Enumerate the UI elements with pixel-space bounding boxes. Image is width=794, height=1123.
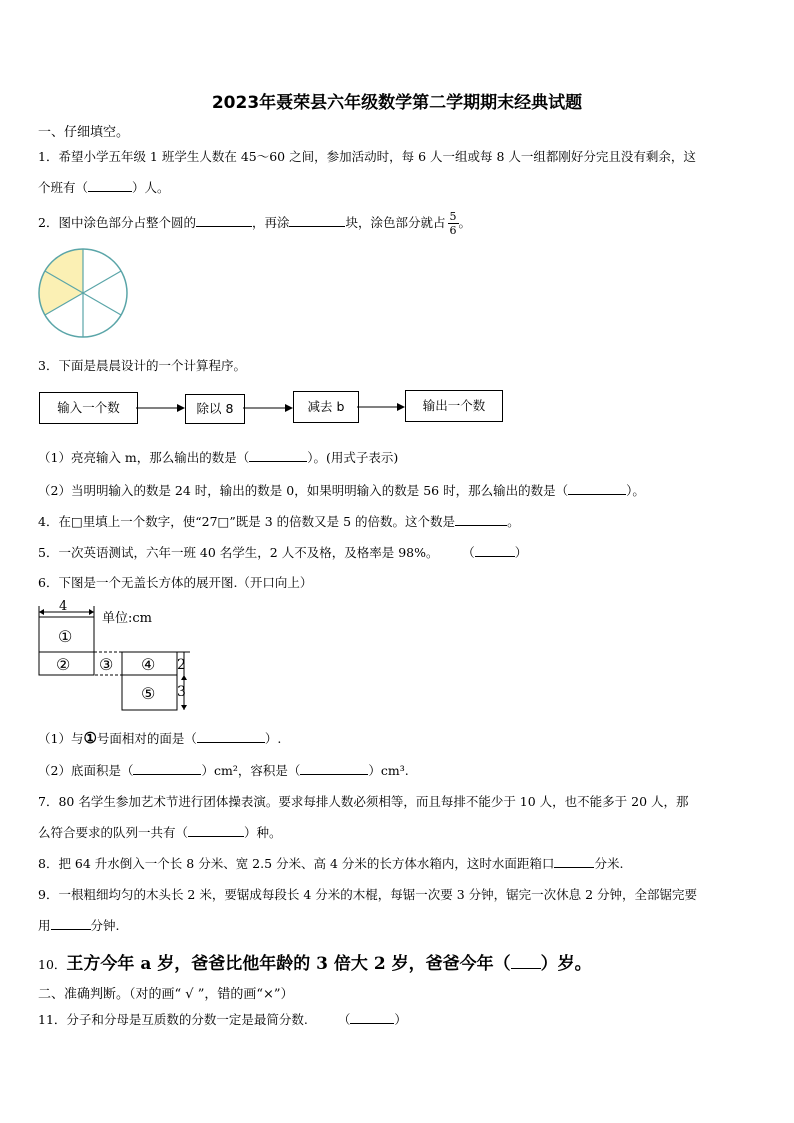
arrow-down-icon	[181, 705, 187, 710]
question-2-text-d: 。	[458, 215, 472, 230]
face-label-5: ⑤	[141, 684, 156, 703]
question-2-text-b: ，再涂	[251, 215, 290, 230]
question-8	[38, 854, 623, 872]
fraction-numerator: 5	[449, 210, 457, 223]
page-title: 2023年聂荣县六年级数学第二学期期末经典试题	[211, 93, 583, 113]
question-7-text-a: 么符合要求的队列一共有（	[38, 825, 189, 840]
unit-label: 单位:cm	[102, 611, 152, 626]
box-net-figure	[34, 600, 204, 715]
section-heading-judge: 二、准确判断。（对的画“ √ ”，错的画“×”）	[38, 987, 294, 1002]
answer-blank[interactable]	[300, 762, 368, 775]
question-6-sub-1-text-c: ）.	[264, 731, 282, 746]
question-7-line-1: 7．80 名学生参加艺术节进行团体操表演。要求每排人数必须相等，而且每排不能少于 10 人，也不能多于 20 人，那	[38, 794, 689, 809]
face-label-3: ③	[99, 655, 114, 674]
question-5-text: 5．一次英语测试，六年一班 40 名学生，2 人不及格，及格率是 98%。	[38, 545, 439, 560]
answer-blank[interactable]	[188, 824, 244, 837]
judge-bracket-open: （	[337, 1012, 351, 1027]
answer-blank[interactable]	[249, 449, 307, 462]
question-1-line-1: 1．希望小学五年级 1 班学生人数在 45～60 之间，参加活动时，每 6 人一组或每 8 人一组都刚好分完且没有剩余，这	[38, 149, 696, 164]
dimension-label-2: 2	[177, 657, 186, 673]
question-11-text: 11．分子和分母是互质数的分数一定是最简分数.	[38, 1012, 308, 1027]
section-heading-fill: 一、仔细填空。	[38, 125, 130, 140]
question-1-text-b: ）人。	[132, 180, 170, 195]
question-6-sub-2-text-c: ）cm³.	[368, 763, 409, 778]
answer-blank[interactable]	[554, 855, 594, 868]
question-7-text-b: ）种。	[244, 825, 282, 840]
flow-box-output: 输出一个数	[405, 390, 503, 422]
flow-box-divide: 除以 8	[185, 394, 245, 424]
flow-box-input: 输入一个数	[39, 392, 138, 424]
dimension-label-3: 3	[177, 684, 186, 700]
face-1-symbol: ①	[83, 729, 97, 747]
arrow-up-icon	[181, 675, 187, 680]
question-4-text-b: 。	[507, 514, 520, 529]
fraction-denominator: 6	[449, 224, 457, 237]
question-3-sub-2	[38, 481, 645, 499]
question-3-sub-1	[38, 448, 398, 466]
question-3-sub-2-text-b: ）。	[626, 483, 645, 498]
shaded-circle-figure	[35, 245, 131, 341]
question-3-sub-1-text-b: ）。(用式子表示)	[307, 450, 399, 465]
flow-arrows	[130, 396, 420, 420]
question-6: 6．下图是一个无盖长方体的展开图.（开口向上）	[38, 575, 313, 590]
arrow-left-icon	[39, 609, 44, 615]
question-6-sub-1-text-a: （1）与	[38, 731, 84, 746]
judge-bracket-close: ）	[394, 1012, 407, 1027]
question-8-text-a: 8．把 64 升水倒入一个长 8 分米、宽 2.5 分米、高 4 分米的长方体水箱内，这时水面距箱口	[38, 856, 555, 871]
answer-blank[interactable]	[133, 762, 201, 775]
question-6-sub-1-text-b: 号面相对的面是（	[96, 731, 197, 746]
question-10-text-a: 王方今年 a 岁，爸爸比他年龄的 3 倍大 2 岁，爸爸今年（	[66, 954, 511, 974]
answer-blank[interactable]	[88, 179, 132, 192]
question-3: 3．下面是晨晨设计的一个计算程序。	[38, 358, 246, 373]
question-1-line-2	[38, 178, 170, 196]
fraction-five-sixths	[448, 210, 459, 237]
arrow-right-icon	[89, 609, 94, 615]
face-label-1: ①	[58, 627, 73, 646]
question-3-sub-1-text-a: （1）亮亮输入 m，那么输出的数是（	[38, 450, 250, 465]
question-11	[38, 1010, 407, 1028]
question-9-text-a: 用	[38, 918, 51, 933]
face-label-2: ②	[56, 655, 71, 674]
question-10	[38, 949, 592, 974]
judge-bracket-open: （	[468, 545, 475, 560]
question-9-line-1: 9．一根粗细均匀的木头长 2 米，要锯成每段长 4 分米的木棍，每锯一次要 3 分钟，锯完一次休息 2 分钟，全部锯完要	[38, 887, 698, 902]
question-6-sub-2	[38, 761, 409, 779]
question-4-text-a: 4．在□里填上一个数字，使“27□”既是 3 的倍数又是 5 的倍数。这个数是	[38, 514, 456, 529]
question-4	[38, 512, 520, 530]
answer-blank[interactable]	[455, 513, 507, 526]
question-2	[38, 210, 471, 237]
answer-blank[interactable]	[196, 214, 252, 227]
question-9-line-2	[38, 916, 120, 934]
question-7-line-2	[38, 823, 282, 841]
answer-blank[interactable]	[511, 952, 541, 969]
question-8-text-b: 分米.	[594, 856, 624, 871]
question-6-sub-1	[38, 729, 281, 747]
judge-bracket-close: ）	[514, 545, 528, 560]
question-6-sub-2-text-b: ）cm²，容积是（	[201, 763, 301, 778]
answer-blank[interactable]	[350, 1011, 394, 1024]
answer-blank[interactable]	[51, 917, 91, 930]
question-10-text-b: ）岁。	[540, 954, 592, 974]
question-10-number: 10．	[38, 957, 67, 972]
answer-blank[interactable]	[475, 544, 515, 557]
question-2-text-a: 2．图中涂色部分占整个圆的	[38, 215, 196, 230]
question-6-sub-2-text-a: （2）底面积是（	[38, 763, 134, 778]
question-1-text-a: 个班有（	[38, 180, 89, 195]
flow-box-subtract: 减去 b	[293, 391, 359, 423]
answer-blank[interactable]	[289, 214, 345, 227]
face-label-4: ④	[141, 655, 156, 674]
answer-blank[interactable]	[197, 730, 265, 743]
question-9-text-b: 分钟.	[90, 918, 120, 933]
dimension-label-4: 4	[59, 600, 68, 614]
answer-blank[interactable]	[568, 482, 626, 495]
question-2-text-c: 块，涂色部分就占	[345, 215, 446, 230]
question-5	[38, 543, 527, 561]
question-3-sub-2-text-a: （2）当明明输入的数是 24 时，输出的数是 0，如果明明输入的数是 56 时，那么输出的数是（	[38, 483, 569, 498]
